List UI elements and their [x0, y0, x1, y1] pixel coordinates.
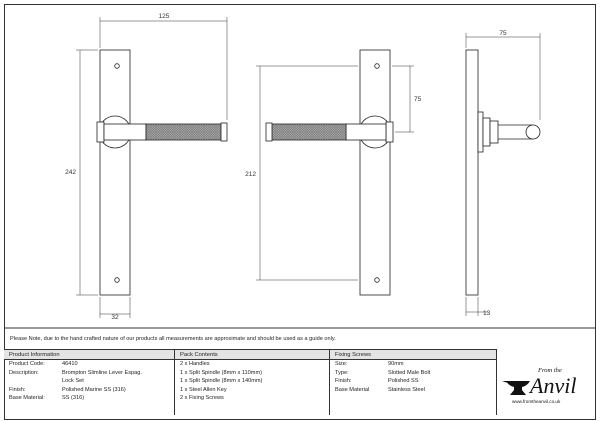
- lever-neck: [346, 124, 386, 140]
- pack-item: 1 x Split Spindle (8mm x 140mm): [180, 378, 263, 385]
- front-view-right: [97, 50, 227, 295]
- logo-url: www.fromtheanvil.co.uk: [512, 399, 561, 404]
- product-info-row: [4, 394, 174, 403]
- fixing-screws-row: [330, 369, 496, 378]
- pack-item: 2 x Fixing Screws: [180, 395, 224, 402]
- product-info-row: [4, 360, 174, 369]
- pack-item: 1 x Steel Allen Key: [180, 386, 227, 393]
- logo-from-the: From the: [538, 367, 562, 374]
- dim-width-32: 32: [111, 314, 119, 321]
- row-value: Slotted Male Bolt: [388, 369, 431, 376]
- lever-end-cap: [266, 123, 272, 141]
- pack-item: 1 x Split Spindle (8mm x 110mm): [180, 369, 262, 376]
- row-label: Type:: [335, 369, 349, 376]
- product-info-panel: [4, 349, 174, 415]
- row-label: Finish:: [9, 386, 26, 393]
- fixing-screws-row: [330, 377, 496, 386]
- anvil-icon: [502, 381, 530, 395]
- row-value: Polished SS: [388, 378, 419, 385]
- collar-side: [490, 121, 498, 143]
- backplate-side: [466, 50, 478, 295]
- side-view: [466, 50, 540, 295]
- pack-item: 2 x Handles: [180, 361, 210, 367]
- row-label: Base Material:: [9, 395, 45, 402]
- dim-depth-75: 75: [499, 30, 507, 37]
- row-value: 46410: [62, 361, 78, 367]
- lever-neck: [104, 124, 146, 140]
- lever-end-cap: [221, 123, 227, 141]
- dim-height-212: 212: [245, 171, 256, 178]
- row-label: Base Material: [335, 386, 370, 393]
- brand-logo: [500, 360, 590, 410]
- fixing-screws-title: Fixing Screws: [330, 349, 496, 360]
- row-label: Description:: [9, 369, 39, 376]
- lever-end-side: [526, 125, 540, 139]
- row-label: Finish:: [335, 378, 352, 385]
- row-label: Product Code:: [9, 361, 45, 367]
- product-info-row: [4, 386, 174, 395]
- row-value: SS (316): [62, 395, 85, 402]
- row-value: Brompton Slimline Lever Espag. Lock Set: [62, 369, 142, 385]
- product-info-row: [4, 369, 174, 386]
- fixing-screws-row: [330, 386, 496, 395]
- lever-collar: [97, 122, 104, 142]
- backplate: [100, 50, 130, 295]
- knurled-grip: [146, 124, 221, 140]
- front-view-left: [266, 50, 393, 295]
- fixing-screws-row: [330, 360, 496, 369]
- logo-brand: Anvil: [530, 373, 577, 398]
- dim-offset-75: 75: [414, 96, 422, 103]
- row-value: Polished Marine SS (316): [62, 386, 126, 393]
- pack-contents-panel: [174, 349, 329, 415]
- backplate: [360, 50, 390, 295]
- dim-height-242: 242: [65, 169, 76, 176]
- disclaimer-note: Please Note, due to the hand crafted nature of our products all measurements are approximate and should be used as a guide only.: [10, 336, 336, 342]
- lever-collar: [386, 122, 393, 142]
- row-value: 90mm: [388, 361, 404, 367]
- dim-depth-13: 13: [483, 310, 491, 317]
- product-info-title: Product Information: [4, 349, 174, 360]
- pack-contents-title: Pack Contents: [175, 349, 329, 360]
- dim-width-125: 125: [158, 13, 170, 20]
- row-label: Size:: [335, 361, 348, 367]
- row-value: Stainless Steel: [388, 386, 426, 393]
- front-view-right-dimensions: [76, 17, 227, 318]
- rose-side: [478, 112, 483, 152]
- fixing-screws-panel: [329, 349, 496, 415]
- knurled-grip: [271, 124, 346, 140]
- boss-side: [483, 118, 490, 146]
